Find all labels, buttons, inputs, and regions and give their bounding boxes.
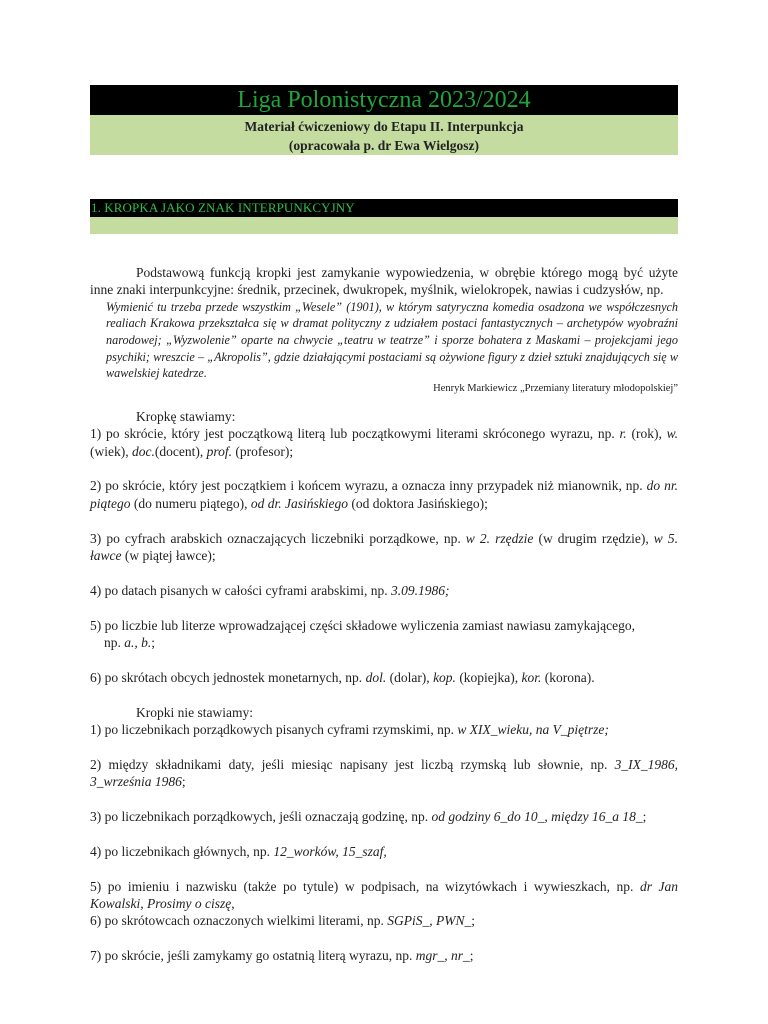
body-text	[90, 264, 678, 965]
niestawiamy-rule-1: 1) po liczebnikach porządkowych pisanych cyframi rzymskimi, np. w XIX_wieku, na V_piętrze;	[90, 722, 609, 737]
stawiamy-rule-5-example: np. a., b.;	[104, 635, 156, 650]
document-title: Liga Polonistyczna 2023/2024	[237, 87, 531, 113]
niestawiamy-rule-7: 7) po skrócie, jeśli zamykamy go ostatnią literą wyrazu, np. mgr_, nr_;	[90, 948, 474, 964]
stawiamy-rule-1: 1) po skrócie, który jest początkową literą lub początkowymi literami skróconego wyrazu, np. r. (rok), w. (wiek), doc.(docent), prof. (profesor);	[90, 426, 678, 459]
section-heading-bar	[90, 199, 678, 217]
document-page	[90, 85, 678, 965]
subtitle-line-1: Materiał ćwiczeniowy do Etapu II. Interpunkcja	[244, 119, 524, 134]
intro-paragraph: Podstawową funkcją kropki jest zamykanie wypowiedzenia, w obrębie którego mogą być użyte inne znaki interpunkcyjne: średnik, przecinek, dwukropek, myślnik, wielokropek, nawias i cudzysłów, np.	[90, 265, 678, 298]
niestawiamy-rule-2: 2) między składnikami daty, jeśli miesiąc napisany jest liczbą rzymską lub słownie, np. 3_IX_1986, 3_września 1986;	[90, 756, 678, 790]
niestawiamy-rule-6: 6) po skrótowcach oznaczonych wielkimi literami, np. SGPiS_, PWN_;	[90, 913, 476, 929]
niestawiamy-rule-3: 3) po liczebnikach porządkowych, jeśli oznaczają godzinę, np. od godziny 6_do 10_, między 16_a 18_;	[90, 809, 647, 824]
subtitle-line-2: (opracowała p. dr Ewa Wielgosz)	[288, 138, 480, 153]
stawiamy-heading: Kropkę stawiamy:	[136, 408, 236, 424]
quote-attribution: Henryk Markiewicz „Przemiany literatury młodopolskiej”	[433, 382, 678, 394]
stawiamy-rule-2: 2) po skrócie, który jest początkiem i końcem wyrazu, a oznacza inny przypadek niż mianownik, np. do nr. piątego (do numeru piątego), od dr. Jasińskiego (od doktora Jasińskiego);	[90, 478, 678, 511]
stawiamy-rule-4: 4) po datach pisanych w całości cyframi arabskimi, np. 3.09.1986;	[90, 582, 450, 598]
title-bar	[90, 85, 678, 115]
section-heading: 1. KROPKA JAKO ZNAK INTERPUNKCYJNY	[91, 200, 355, 215]
section-strip	[90, 217, 678, 234]
stawiamy-rule-5: 5) po liczbie lub literze wprowadzającej części składowe wyliczenia zamiast nawiasu zamykającego,	[90, 617, 635, 633]
niestawiamy-rule-5: 5) po imieniu i nazwisku (także po tytule) w podpisach, na wizytówkach i wywieszkach, np. dr Jan Kowalski, Prosimy o ciszę,	[90, 878, 678, 911]
subtitle-box	[90, 115, 678, 155]
stawiamy-rule-3: 3) po cyfrach arabskich oznaczających liczebniki porządkowe, np. w 2. rzędzie (w drugim rzędzie), w 5. ławce (w piątej ławce);	[90, 530, 679, 563]
stawiamy-rule-6: 6) po skrótach obcych jednostek monetarnych, np. dol. (dolar), kop. (kopiejka), kor. (korona).	[90, 669, 595, 685]
example-quote: Wymienić tu trzeba przede wszystkim „Wesele” (1901), w którym satyryczna komedia osadzona we współczesnych realiach Krakowa przekształca się w dramat polityczny z udziałem postaci fantastycznych – archetypów wyobraźni narodowej; „Wyzwolenie” oparte na chwycie „teatru w teatrze” i sporze bohatera z Maskami – projekcjami jego psychiki; wreszcie – „Akropolis”, gdzie działającymi postaciami są ożywione figury z dzieł sztuki znajdujących się w wawelskiej katedrze.	[106, 299, 678, 381]
niestawiamy-heading: Kropki nie stawiamy:	[136, 704, 253, 720]
niestawiamy-rule-4: 4) po liczebnikach głównych, np. 12_worków, 15_szaf,	[90, 843, 387, 859]
